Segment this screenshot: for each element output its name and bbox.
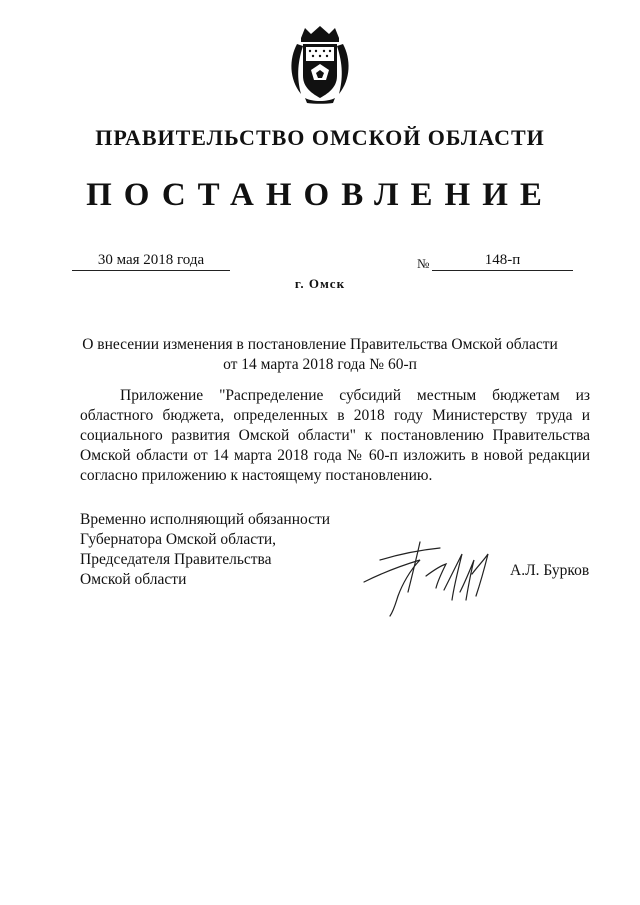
handwritten-signature-icon xyxy=(360,530,510,620)
date-underline xyxy=(72,270,230,271)
city: г. Омск xyxy=(294,276,346,291)
document-type-title: ПОСТАНОВЛЕНИЕ xyxy=(86,177,554,213)
number-sign: № xyxy=(417,256,430,271)
subject-line: О внесении изменения в постановление Правительства Омской области xyxy=(82,336,558,353)
signatory-name: А.Л. Бурков xyxy=(510,562,590,579)
signatory-title-line: Временно исполняющий обязанности xyxy=(80,511,331,528)
signatory-title-line: Председателя Правительства xyxy=(80,551,272,568)
signatory-title-line: Омской области xyxy=(80,571,187,588)
signatory-title-line: Губернатора Омской области, xyxy=(80,531,277,548)
document-date: 30 мая 2018 года xyxy=(97,252,205,268)
number-underline xyxy=(432,270,573,271)
coat-of-arms-icon xyxy=(287,24,353,104)
signatory-title xyxy=(80,510,330,590)
subject-line: от 14 марта 2018 года № 60-п xyxy=(223,356,417,373)
body-paragraph: Приложение "Распределение субсидий местным бюджетам из областного бюджета, определенных в 2018 году Министерству труда и социального развития Омской области" к постановлению Правительства Омской области от 14 марта 2018 года № 60-п изложить в новой редакции согласно приложению к настоящему постановлению. xyxy=(80,387,590,484)
document-number: 148-п xyxy=(484,252,521,268)
document-subject xyxy=(80,335,560,375)
organization-title: ПРАВИТЕЛЬСТВО ОМСКОЙ ОБЛАСТИ xyxy=(95,125,545,150)
